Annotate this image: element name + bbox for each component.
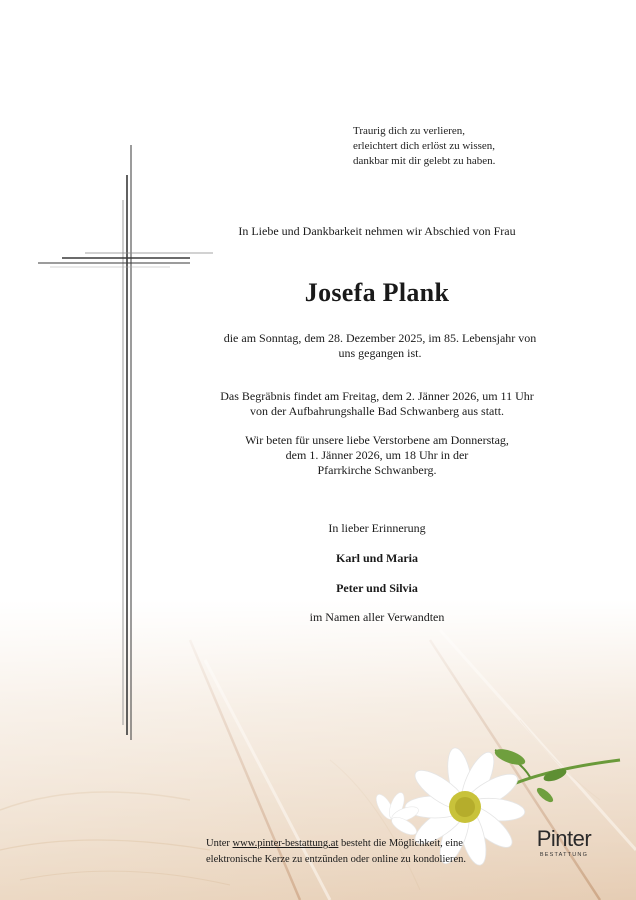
- memory-heading: In lieber Erinnerung: [328, 521, 426, 535]
- poem-line: erleichtert dich erlöst zu wissen,: [353, 140, 496, 152]
- website-link[interactable]: www.pinter-bestattung.at: [232, 838, 339, 849]
- footer-prefix: Unter: [206, 838, 233, 849]
- footer-suffix: besteht die Möglichkeit, eine: [338, 838, 463, 849]
- poem-line: dankbar mit dir gelebt zu haben.: [353, 155, 496, 167]
- prayer-line: Wir beten für unsere liebe Verstorbene am Donnerstag,: [245, 433, 509, 447]
- footer-line: elektronische Kerze zu entzünden oder online zu kondolieren.: [206, 854, 467, 865]
- funeral-line: von der Aufbahrungshalle Bad Schwanberg aus statt.: [249, 404, 505, 418]
- funeral-line: Das Begräbnis findet am Freitag, dem 2. Jänner 2026, um 11 Uhr: [220, 389, 534, 403]
- deceased-name: Josefa Plank: [304, 278, 450, 307]
- mourner-name: Peter und Silvia: [336, 581, 418, 595]
- mourner-name: Karl und Maria: [335, 551, 418, 565]
- intro-text: In Liebe und Dankbarkeit nehmen wir Abschied von Frau: [238, 224, 516, 238]
- footer-text: [206, 836, 466, 868]
- death-notice-line: die am Sonntag, dem 28. Dezember 2025, im 85. Lebensjahr von: [223, 331, 537, 345]
- poem: [353, 124, 495, 169]
- death-notice-line: uns gegangen ist.: [338, 346, 422, 360]
- logo-subtitle: BESTATTUNG: [539, 852, 589, 858]
- prayer-line: dem 1. Jänner 2026, um 18 Uhr in der: [285, 448, 469, 462]
- funeral-info: [200, 389, 554, 419]
- prayer-line: Pfarrkirche Schwanberg.: [317, 463, 437, 477]
- poem-line: Traurig dich zu verlieren,: [353, 125, 466, 137]
- prayer-info: [200, 433, 554, 478]
- family-closing: im Namen aller Verwandten: [309, 610, 445, 624]
- pinter-logo: [528, 827, 600, 858]
- death-notice: [204, 331, 556, 361]
- logo-word: Pinter: [536, 826, 592, 851]
